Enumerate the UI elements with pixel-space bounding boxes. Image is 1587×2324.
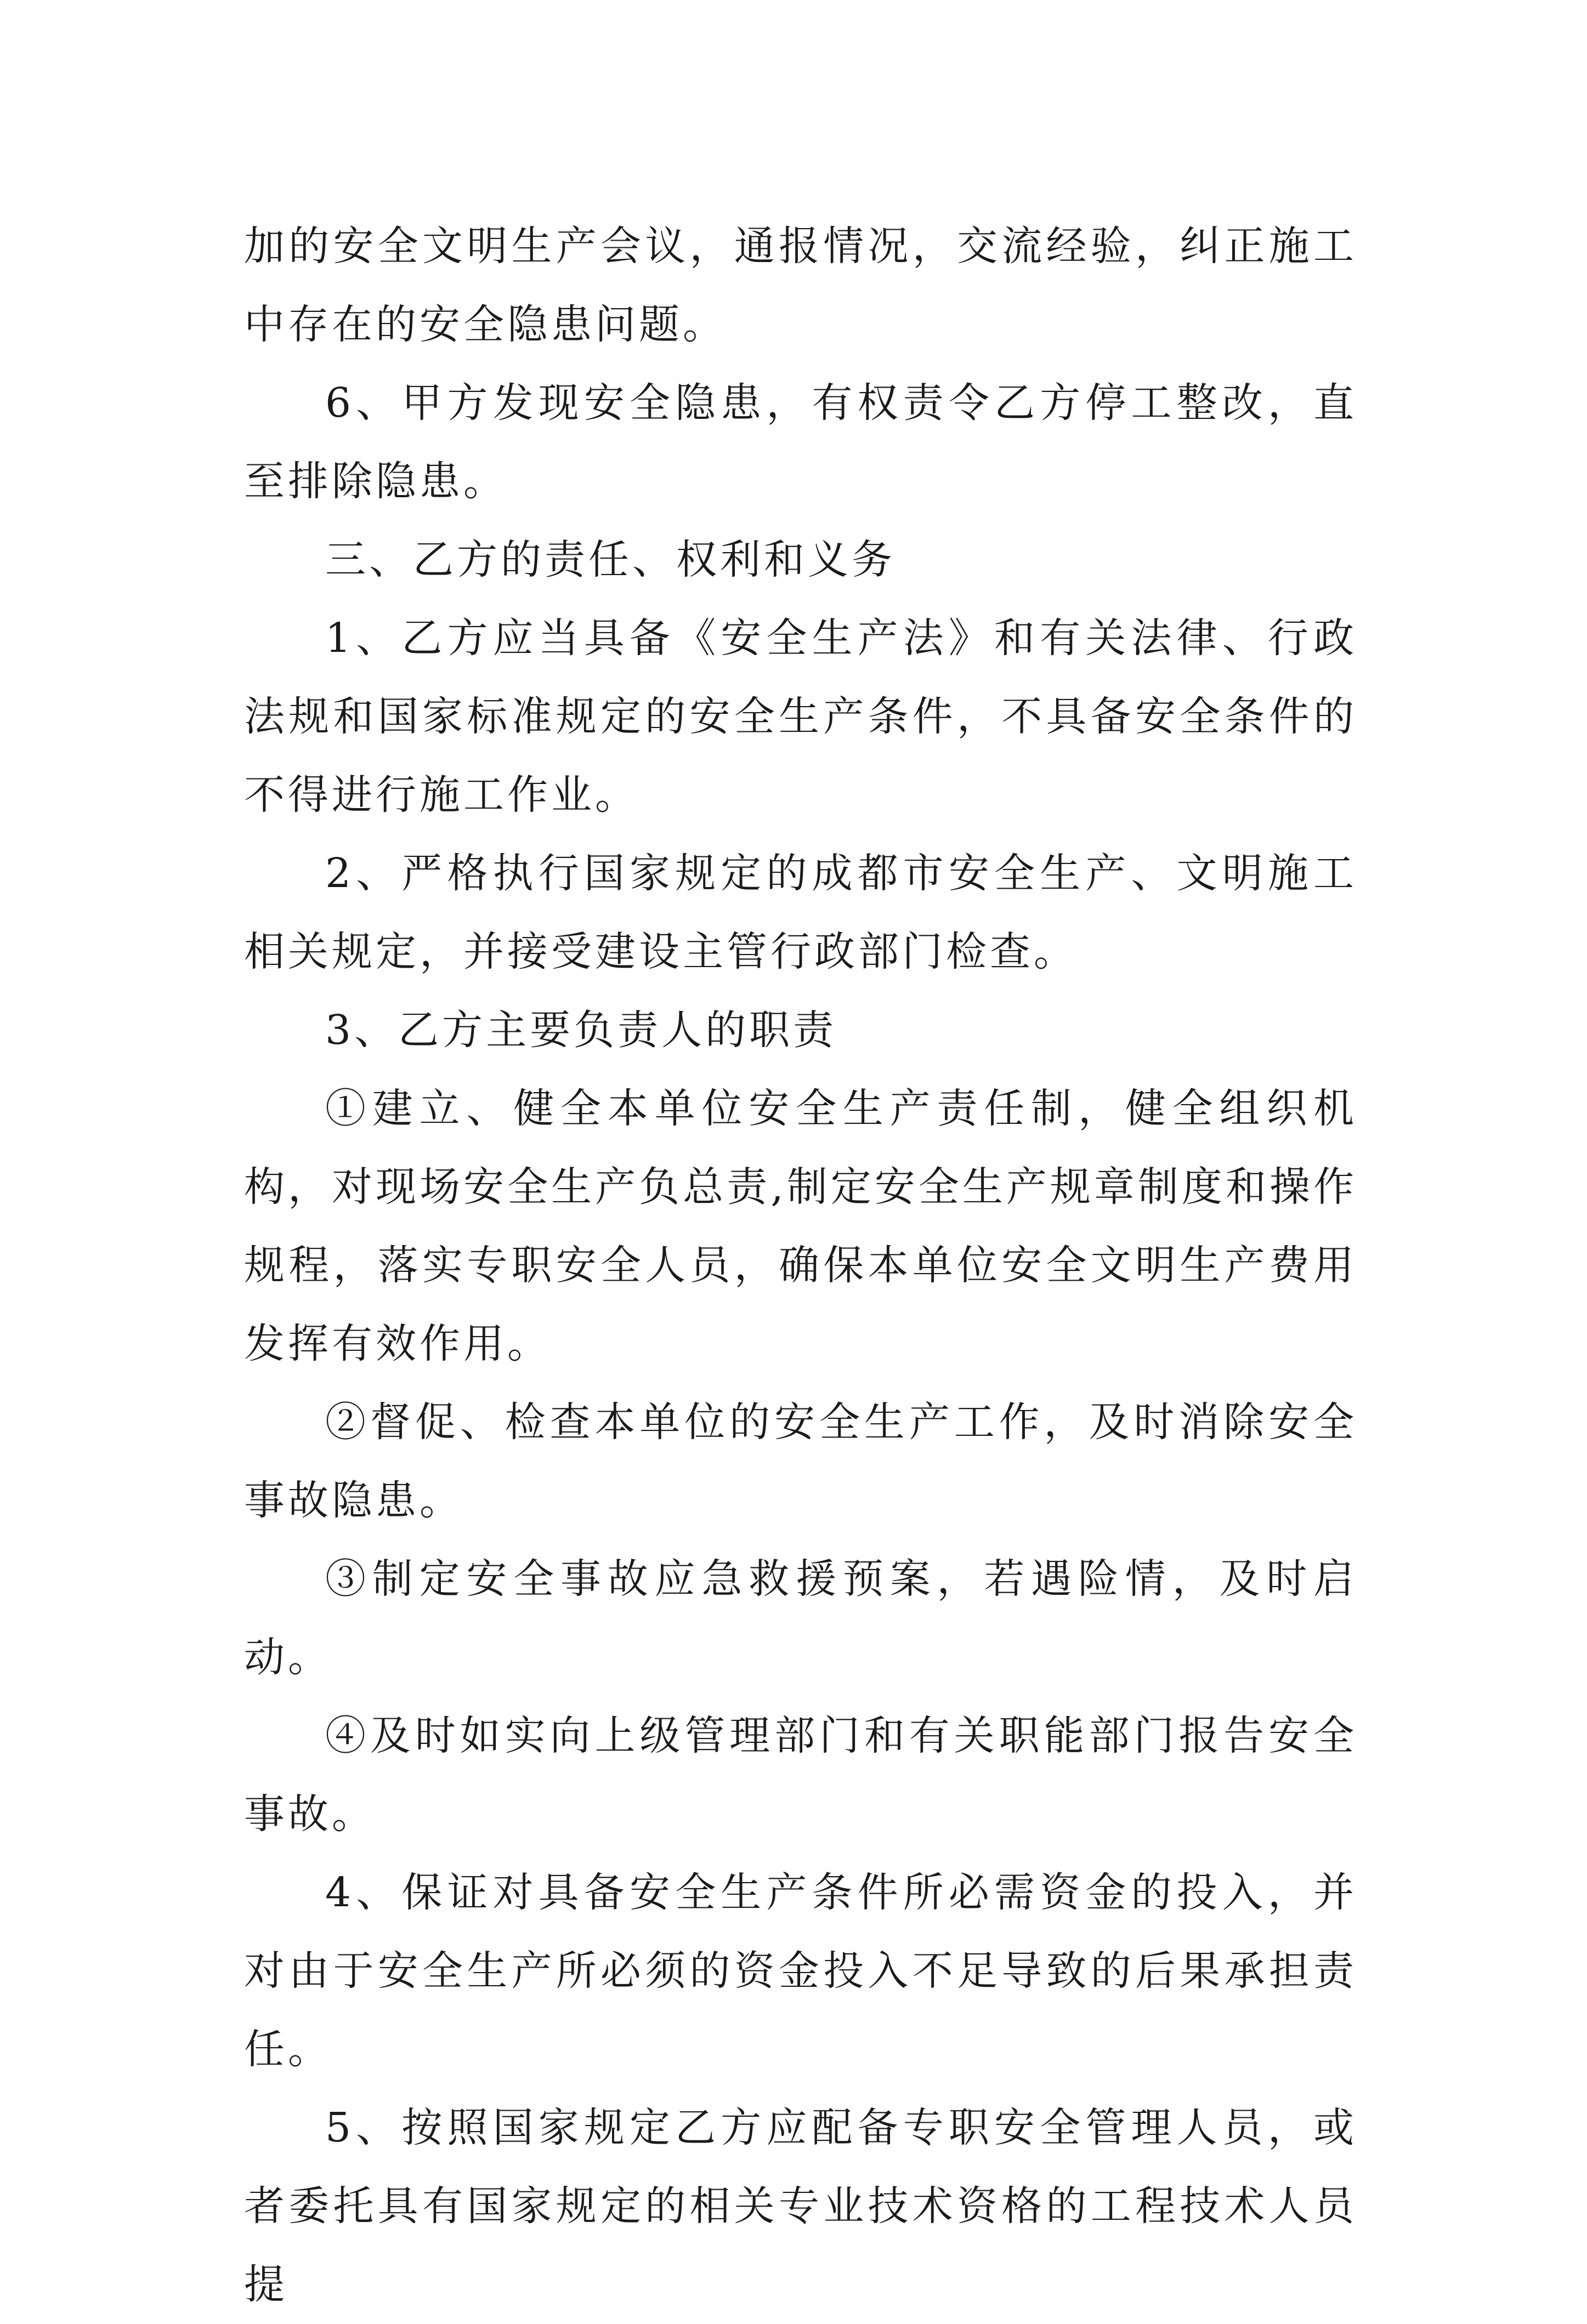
paragraph-subitem-1: ①建立、健全本单位安全生产责任制，健全组织机构，对现场安全生产负总责,制定安全生产规章制度和操作规程，落实专职安全人员，确保本单位安全文明生产费用发挥有效作用。	[244, 1085, 1357, 1367]
paragraph-continuation: 加的安全文明生产会议，通报情况，交流经验，纠正施工中存在的安全隐患问题。	[244, 223, 1357, 348]
paragraph-item-3: 3、乙方主要负责人的职责	[325, 1007, 837, 1054]
paragraph-item-2: 2、严格执行国家规定的成都市安全生产、文明施工相关规定，并接受建设主管行政部门检查。	[244, 850, 1357, 975]
paragraph-subitem-4: ④及时如实向上级管理部门和有关职能部门报告安全事故。	[244, 1712, 1357, 1838]
paragraph-subitem-2: ②督促、检查本单位的安全生产工作，及时消除安全事故隐患。	[244, 1399, 1357, 1524]
paragraph-item-4: 4、保证对具备安全生产条件所必需资金的投入，并对由于安全生产所必须的资金投入不足导致的后果承担责任。	[244, 1869, 1357, 2073]
paragraph-subitem-3: ③制定安全事故应急救援预案，若遇险情，及时启动。	[244, 1555, 1357, 1681]
paragraph-item-6: 6、甲方发现安全隐患，有权责令乙方停工整改，直至排除隐患。	[244, 379, 1357, 505]
section-heading-3: 三、乙方的责任、权利和义务	[325, 536, 895, 583]
document-body	[244, 207, 1357, 2324]
paragraph-item-1: 1、乙方应当具备《安全生产法》和有关法律、行政法规和国家标准规定的安全生产条件，不具备安全条件的不得进行施工作业。	[244, 615, 1357, 819]
paragraph-item-5: 5、按照国家规定乙方应配备专职安全管理人员，或者委托具有国家规定的相关专业技术资格的工程技术人员提	[244, 2104, 1357, 2308]
